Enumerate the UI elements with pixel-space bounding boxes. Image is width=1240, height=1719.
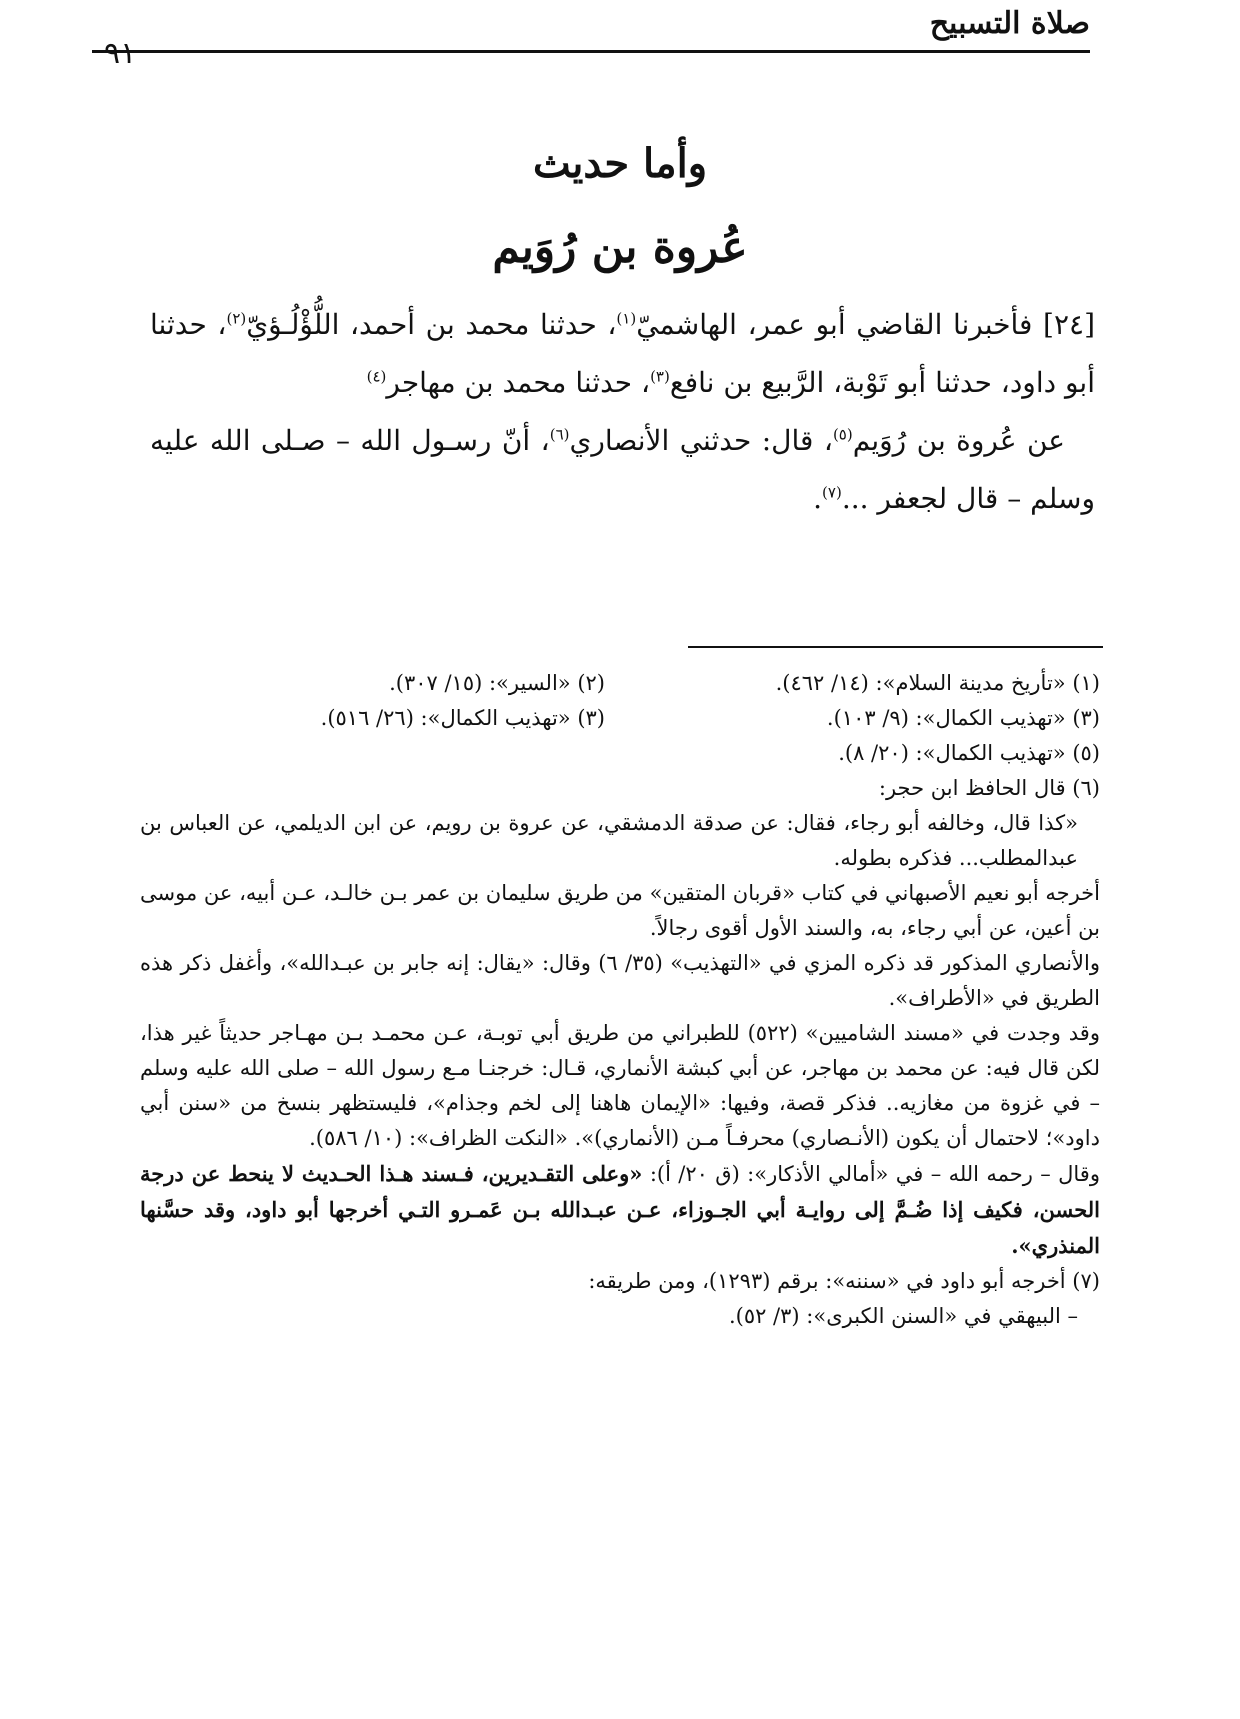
footnotes: [140, 666, 1100, 1334]
footnote-6-quote-5-bold: «وعلى التقـديرين، فـسند هـذا الحـديث لا ينحط عن درجة الحسن، فكيف إذا ضُـمَّ إلى روايـة أبي الجـوزاء، عـن عبـدالله بـن عَمـرو التـي أخرجها أبو داود، وقد حسَّنها المنذري».: [140, 1161, 1100, 1258]
footnote-5: (٥) «تهذيب الكمال»: (٢٠/ ٨).: [838, 741, 1100, 765]
text-segment: ، حدثنا أبو داود، حدثنا أبو تَوْبة، الرَّبيع بن نافع: [150, 308, 1095, 399]
header-rule: [92, 50, 1090, 53]
footnote-3: (٣) «تهذيب الكمال»: (٩/ ١٠٣).: [826, 706, 1100, 730]
footnote-ref: (٥): [832, 425, 853, 444]
footnote-6-quote-4: وقد وجدت في «مسند الشاميين» (٥٢٢) للطبراني من طريق أبي توبـة، عـن محمـد بـن مهـاجر حديثاً غير هذا، لكن قال فيه: عن محمد بن مهاجر، عن أبي كبشة الأنماري، قـال: خرجنـا مـع رسول الله – صلى الله عليه وسلم – في غزوة من مغازيه.. فذكر قصة، وفيها: «الإيمان هاهنا إلى لخم وجذام»، فليستظهر بنسخ من «سنن أبي داود»؛ لاحتمال أن يكون (الأنـصاري) محرفـاً مـن (الأنماري)». «النكت الظراف»: (١٠/ ٥٨٦).: [140, 1021, 1100, 1150]
footnote-grid: [140, 666, 1100, 771]
text-segment: [٢٤] فأخبرنا القاضي أبو عمر، الهاشميّ: [636, 308, 1095, 341]
text-segment: عن عُروة بن رُوَيم: [852, 424, 1066, 457]
footnote-6-quote-2: أخرجه أبو نعيم الأصبهاني في كتاب «قربان المتقين» من طريق سليمان بن عمر بـن خالـد، عـن أبيه، عن موسى بن أعين، عن أبي رجاء، به، والسند الأول أقوى رجالاً.: [140, 881, 1100, 940]
footnote-7: (٧) أخرجه أبو داود في «سننه»: برقم (١٢٩٣)، ومن طريقه:: [588, 1269, 1100, 1293]
text-segment: .: [813, 482, 823, 515]
text-segment: ، أنّ رسـول الله – صـلى الله عليه وسلم – قال لجعفر ...: [150, 424, 1095, 515]
footnote-ref: (٤): [366, 367, 387, 386]
footnote-ref: (١): [616, 309, 637, 328]
footnote-6-quote-5: [140, 1156, 1100, 1264]
hadith-text: [150, 296, 1095, 528]
footnote-2: (٢) «السير»: (١٥/ ٣٠٧).: [389, 671, 605, 695]
footnote-ref: (٦): [549, 425, 570, 444]
footnote-6-quote-3: والأنصاري المذكور قد ذكره المزي في «التهذيب» (٣٥/ ٦) وقال: «يقال: إنه جابر بن عبـدالله»، وأغفل ذكر هذه الطريق في «الأطراف».: [140, 951, 1100, 1010]
footnote-ref: (٧): [822, 483, 842, 502]
section-heading-line1: وأما حديث: [532, 140, 708, 187]
footnote-7-sub: – البيهقي في «السنن الكبرى»: (٣/ ٥٢).: [728, 1304, 1078, 1328]
header-title: صلاة التسبيح: [929, 6, 1090, 41]
footnote-separator: [688, 646, 1103, 648]
text-segment: ، حدثنا محمد بن مهاجر: [386, 366, 651, 399]
footnote-ref: (٢): [226, 309, 247, 328]
footnote-empty-cell: [140, 736, 605, 771]
page-number: ٩١: [104, 36, 137, 71]
footnote-6-intro: (٦) قال الحافظ ابن حجر:: [878, 776, 1100, 800]
hadith-paragraph-2: [150, 412, 1095, 528]
footnote-3-alt: (٣) «تهذيب الكمال»: (٢٦/ ٥١٦).: [320, 706, 605, 730]
text-segment: ، حدثنا محمد بن أحمد، اللُّؤْلُـؤيّ: [246, 308, 617, 341]
section-heading-line2: عُروة بن رُوَيم: [492, 222, 748, 273]
footnote-6-quote-5-lead: وقال – رحمه الله – في «أمالي الأذكار»: (ق ٢٠/ أ):: [649, 1162, 1100, 1186]
footnote-1: (١) «تأريخ مدينة السلام»: (١٤/ ٤٦٢).: [775, 671, 1100, 695]
running-header: [92, 0, 1090, 54]
hadith-paragraph-1: [150, 296, 1095, 412]
footnote-ref: (٣): [650, 367, 670, 386]
text-segment: ، قال: حدثني الأنصاري: [569, 424, 833, 457]
footnote-6-quote-1: «كذا قال، وخالفه أبو رجاء، فقال: عن صدقة الدمشقي، عن عروة بن رويم، عن ابن الديلمي، عن العباس بن عبدالمطلب... فذكره بطوله.: [140, 811, 1078, 870]
